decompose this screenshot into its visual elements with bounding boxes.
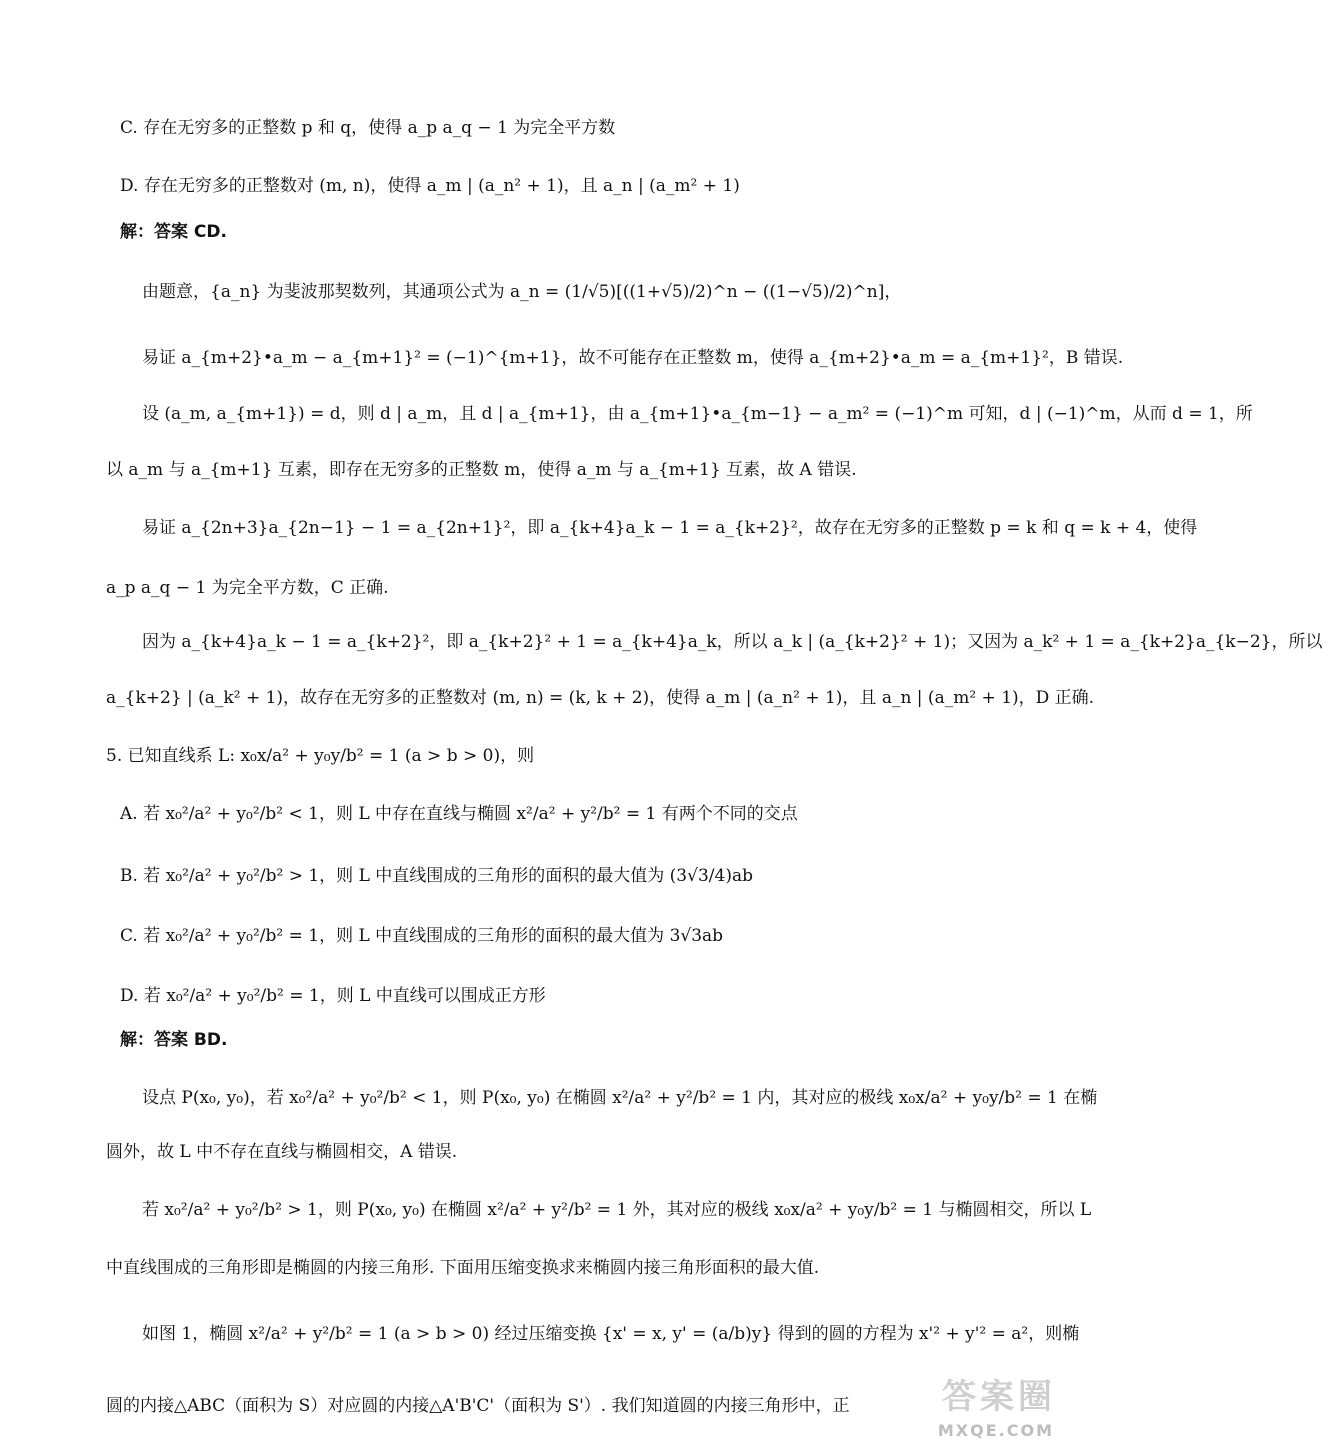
- text-line: 圆外，故 L 中不存在直线与椭圆相交，A 错误.: [106, 1142, 458, 1162]
- watermark-site: MXQE.COM: [937, 1421, 1054, 1440]
- answer-label: 解：答案 CD.: [120, 222, 227, 242]
- option-d: D. 若 x₀²/a² + y₀²/b² = 1，则 L 中直线可以围成正方形: [120, 986, 546, 1006]
- text-line: 以 a_m 与 a_{m+1} 互素，即存在无穷多的正整数 m，使得 a_m 与 a_{m+1} 互素，故 A 错误.: [106, 460, 857, 480]
- text-line: 若 x₀²/a² + y₀²/b² > 1，则 P(x₀, y₀) 在椭圆 x²/a² + y²/b² = 1 外，其对应的极线 x₀x/a² + y₀y/b² = 1 与椭圆相交，所以 L: [142, 1200, 1092, 1220]
- text-line: 由题意，{a_n} 为斐波那契数列，其通项公式为 a_n = (1/√5)[((1+√5)/2)^n − ((1−√5)/2)^n]，: [142, 282, 902, 302]
- option-c: C. 若 x₀²/a² + y₀²/b² = 1，则 L 中直线围成的三角形的面积的最大值为 3√3ab: [120, 926, 724, 946]
- text-line: 因为 a_{k+4}a_k − 1 = a_{k+2}²，即 a_{k+2}² + 1 = a_{k+4}a_k，所以 a_k | (a_{k+2}² + 1)；又因为 a_k² + 1 = a_{k+2}a_{k−2}，所以: [142, 632, 1322, 652]
- text-line: 易证 a_{m+2}•a_m − a_{m+1}² = (−1)^{m+1}，故不可能存在正整数 m，使得 a_{m+2}•a_m = a_{m+1}²，B 错误.: [142, 348, 1124, 368]
- text-line: 圆的内接△ABC（面积为 S）对应圆的内接△A'B'C'（面积为 S'）. 我们知道圆的内接三角形中，正: [106, 1396, 850, 1416]
- text-line: a_p a_q − 1 为完全平方数，C 正确.: [106, 578, 389, 598]
- text-line: 易证 a_{2n+3}a_{2n−1} − 1 = a_{2n+1}²，即 a_{k+4}a_k − 1 = a_{k+2}²，故存在无穷多的正整数 p = k 和 q = k + 4，使得: [142, 518, 1198, 538]
- text-line: D. 存在无穷多的正整数对 (m, n)，使得 a_m | (a_n² + 1)，且 a_n | (a_m² + 1): [120, 176, 740, 196]
- text-line: 如图 1，椭圆 x²/a² + y²/b² = 1 (a > b > 0) 经过压缩变换 {x' = x, y' = (a/b)y} 得到的圆的方程为 x'² + y'² = a²，则椭: [142, 1324, 1080, 1344]
- question-5: 5. 已知直线系 L: x₀x/a² + y₀y/b² = 1 (a > b > 0)，则: [106, 746, 535, 766]
- text-line: 设 (a_m, a_{m+1}) = d，则 d | a_m，且 d | a_{m+1}，由 a_{m+1}•a_{m−1} − a_m² = (−1)^m 可知，d | (−1)^m，从而 d = 1，所: [142, 404, 1253, 424]
- option-a: A. 若 x₀²/a² + y₀²/b² < 1，则 L 中存在直线与椭圆 x²/a² + y²/b² = 1 有两个不同的交点: [120, 804, 798, 824]
- option-b: B. 若 x₀²/a² + y₀²/b² > 1，则 L 中直线围成的三角形的面积的最大值为 (3√3/4)ab: [120, 866, 753, 886]
- text-line: a_{k+2} | (a_k² + 1)，故存在无穷多的正整数对 (m, n) = (k, k + 2)，使得 a_m | (a_n² + 1)，且 a_n | (a_m² + 1)，D 正确.: [106, 688, 1095, 708]
- text-line: 中直线围成的三角形即是椭圆的内接三角形. 下面用压缩变换求来椭圆内接三角形面积的最大值.: [106, 1258, 820, 1278]
- text-line: C. 存在无穷多的正整数 p 和 q，使得 a_p a_q − 1 为完全平方数: [120, 118, 616, 138]
- text-line: 设点 P(x₀, y₀)，若 x₀²/a² + y₀²/b² < 1，则 P(x₀, y₀) 在椭圆 x²/a² + y²/b² = 1 内，其对应的极线 x₀x/a² + y₀y/b² = 1 在椭: [142, 1088, 1098, 1108]
- watermark-logo: 答案圈: [942, 1377, 1056, 1417]
- answer-label: 解：答案 BD.: [120, 1030, 228, 1050]
